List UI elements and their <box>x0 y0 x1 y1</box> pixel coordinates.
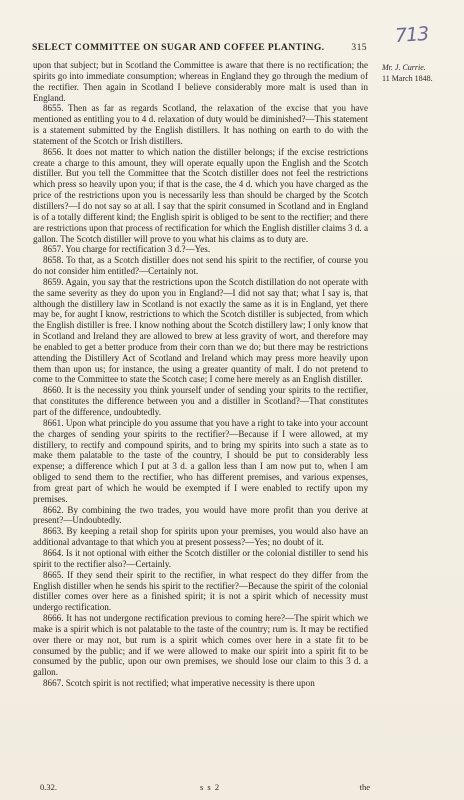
testimony-paragraph: 8656. It does not matter to which nation the distiller belongs; if the excise restrictions create a charge to this amount, they will operate equally upon the English and the Scotch distiller. But you tell the Committee that the Scotch distiller does not feel the restrictions which press so heavily upon you; if that is the case, the 4 d. which you have charged as the price of the restrictions upon you is necessarily less than should be charged by the Scotch distillers?—I do not say so at all. I say that the spirit consumed in Scotland and in England is of a totally different kind; the English spirit is obliged to be sent to the rectifier; and there are restrictions upon that process of rectification for which the English distiller claims 3 d. a gallon. The Scotch distiller will prove to you what his claims as to duty are. <box>33 146 368 244</box>
testimony-paragraph: 8662. By combining the two trades, you would have more profit than you derive at present?—Undoubtedly. <box>33 504 368 526</box>
handwritten-folio-number: 713 <box>394 22 429 48</box>
margin-date: 11 March 1848. <box>382 74 433 83</box>
continued-paragraph: upon that subject; but in Scotland the Committee is aware that there is no rectification; the spirits go into immediate consumption; whereas in England they go through the medium of the rectifier. Then again in Scotland I believe considerably more malt is used than in England. <box>33 60 368 103</box>
margin-witness: Mr. J. Currie. <box>382 63 426 72</box>
signature-mark: s s 2 <box>200 782 221 792</box>
running-header <box>32 42 367 53</box>
testimony-paragraph: 8659. Again, you say that the restrictions upon the Scotch distillation do not operate with the same severity as they do upon you in England?—I did not say that; what I say is, that although the distillery law in Scotland is not exactly the same as it is in England, yet there may be, for aught I know, restrictions to which the Scotch distiller is subjected, from which the English distiller is free. I know nothing about the Scotch distillery law; I only know that in Scotland and Ireland they are allowed to brew at less gravity of wort, and therefore may be enabled to get a better produce from their corn than we do; but there may be restrictions attending the Distillery Act of Scotland and Ireland which may press more heavily upon them than upon us; for instance, the using a greater quantity of malt. I do not pretend to come to the Committee to state the Scotch case; I come here merely as an English distiller. <box>33 276 368 385</box>
margin-note <box>382 62 462 84</box>
testimony-paragraph: 8660. It is the necessity you think yourself under of sending your spirits to the rectifier, that constitutes the difference between you and a distiller in Scotland?—That constitutes part of the difference, undoubtedly. <box>33 385 368 417</box>
page-number: 315 <box>351 42 367 53</box>
testimony-paragraph: 8666. It has not undergone rectification previous to coming here?—The spirit which we make is a spirit which is not palatable to the taste of the country; rum is. It may be rectified over there or may not, but rum is a spirit which comes over here in a state fit to be consumed by the public; and if we were allowed to make our spirit into a spirit fit to be consumed by the public, upon our own premises, we should lose our claim to this 3 d. a gallon. <box>33 613 368 678</box>
testimony-paragraph: 8658. To that, as a Scotch distiller does not send his spirit to the rectifier, of course you do not consider him entitled?—Certainly not. <box>33 255 368 277</box>
testimony-paragraph: 8663. By keeping a retail shop for spirits upon your premises, you would also have an additional advantage to that which you at present possess?—Yes; no doubt of it. <box>33 526 368 548</box>
testimony-paragraph: 8667. Scotch spirit is not rectified; what imperative necessity is there upon <box>43 678 315 689</box>
document-body <box>33 60 368 689</box>
page-footer <box>40 782 370 792</box>
testimony-paragraph: 8665. If they send their spirit to the rectifier, in what respect do they differ from the English distiller when he sends his spirit to the rectifier?—Because the spirit of the colonial distiller comes over here as a finished spirit; it is not a spirit which of necessity must undergo rectification. <box>33 569 368 613</box>
testimony-paragraph: 8655. Then as far as regards Scotland, the relaxation of the excise that you have mentioned as entitling you to 4 d. relaxation of duty would be diminished?—This statement is a statement submitted by the English distillers. It has nothing on earth to do with the statement of the Scotch or Irish distillers. <box>33 103 368 146</box>
testimony-paragraph: 8661. Upon what principle do you assume that you have a right to take into your account the charges of sending your spirits to the rectifier?—Because if I were allowed, at my distillery, to rectify and compound spirits, and to bring my spirits into such a state as to make them palatable to the taste of the country, I should be put to considerably less expense; a difference which I put at 3 d. a gallon less than I am now put to, when I am obliged to send them to the rectifier, who has different premises, and various expenses, from great part of which he would be exempted if I were enabled to rectify upon my premises. <box>33 417 368 504</box>
header-title: SELECT COMMITTEE ON SUGAR AND COFFEE PLANTING. <box>32 42 325 53</box>
testimony-paragraph: 8657. You charge for rectification 3 d.?—Yes. <box>43 244 211 255</box>
catchword: the <box>359 782 370 792</box>
footer-left-mark: 0.32. <box>40 782 57 792</box>
testimony-paragraph: 8664. Is it not optional with either the Scotch distiller or the colonial distiller to send his spirit to the rectifier also?—Certainly. <box>33 547 368 569</box>
